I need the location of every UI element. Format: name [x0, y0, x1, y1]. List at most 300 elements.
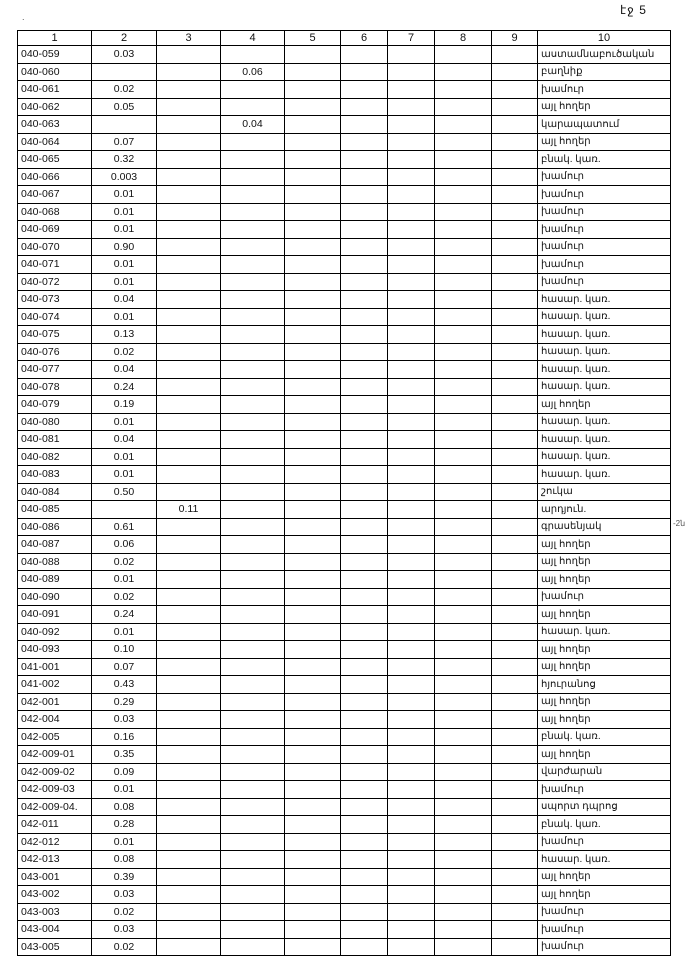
empty-cell — [341, 133, 388, 151]
parcel-code-cell: 042-011 — [18, 816, 92, 834]
empty-cell — [435, 413, 492, 431]
empty-cell — [341, 151, 388, 169]
empty-cell — [388, 378, 435, 396]
area-col2-cell: 0.03 — [92, 921, 157, 939]
area-col3-cell — [157, 553, 221, 571]
area-col4-cell — [221, 536, 285, 554]
empty-cell — [341, 238, 388, 256]
empty-cell — [341, 588, 388, 606]
area-col4-cell — [221, 676, 285, 694]
empty-cell — [341, 378, 388, 396]
parcel-code-cell: 040-067 — [18, 186, 92, 204]
area-col2-cell: 0.01 — [92, 571, 157, 589]
empty-cell — [341, 168, 388, 186]
area-col2-cell: 0.01 — [92, 203, 157, 221]
empty-cell — [341, 938, 388, 956]
empty-cell — [492, 483, 538, 501]
empty-cell — [341, 431, 388, 449]
empty-cell — [388, 501, 435, 519]
empty-cell — [285, 46, 341, 64]
area-col3-cell: 0.11 — [157, 501, 221, 519]
table-row — [18, 151, 671, 169]
table-row — [18, 851, 671, 869]
table-row — [18, 343, 671, 361]
parcel-code-cell: 040-085 — [18, 501, 92, 519]
empty-cell — [341, 291, 388, 309]
area-col2-cell: 0.04 — [92, 291, 157, 309]
parcel-code-cell: 040-077 — [18, 361, 92, 379]
area-col3-cell — [157, 746, 221, 764]
area-col2-cell — [92, 501, 157, 519]
area-col2-cell: 0.03 — [92, 711, 157, 729]
area-col2-cell: 0.02 — [92, 553, 157, 571]
empty-cell — [285, 448, 341, 466]
area-col3-cell — [157, 343, 221, 361]
area-col4-cell — [221, 746, 285, 764]
area-col4-cell — [221, 588, 285, 606]
empty-cell — [388, 518, 435, 536]
parcel-code-cell: 040-060 — [18, 63, 92, 81]
empty-cell — [285, 833, 341, 851]
land-use-cell: հասար. կառ. — [538, 291, 671, 309]
empty-cell — [285, 711, 341, 729]
table-row — [18, 868, 671, 886]
empty-cell — [435, 273, 492, 291]
parcel-code-cell: 043-002 — [18, 886, 92, 904]
area-col3-cell — [157, 151, 221, 169]
area-col3-cell — [157, 466, 221, 484]
empty-cell — [492, 851, 538, 869]
empty-cell — [285, 868, 341, 886]
empty-cell — [388, 553, 435, 571]
empty-cell — [285, 431, 341, 449]
area-col4-cell: 0.04 — [221, 116, 285, 134]
empty-cell — [388, 291, 435, 309]
col-header-4: 4 — [221, 31, 285, 46]
empty-cell — [492, 886, 538, 904]
area-col2-cell: 0.02 — [92, 938, 157, 956]
empty-cell — [435, 693, 492, 711]
land-use-cell: այլ հողեր — [538, 606, 671, 624]
area-col2-cell: 0.24 — [92, 378, 157, 396]
area-col3-cell — [157, 203, 221, 221]
empty-cell — [285, 886, 341, 904]
area-col3-cell — [157, 886, 221, 904]
empty-cell — [435, 833, 492, 851]
area-col4-cell — [221, 728, 285, 746]
empty-cell — [492, 133, 538, 151]
empty-cell — [388, 326, 435, 344]
empty-cell — [388, 273, 435, 291]
area-col2-cell: 0.43 — [92, 676, 157, 694]
table-row — [18, 763, 671, 781]
empty-cell — [435, 256, 492, 274]
area-col2-cell: 0.03 — [92, 886, 157, 904]
land-use-cell: հյուրանոց — [538, 676, 671, 694]
land-use-cell: այլ հողեր — [538, 868, 671, 886]
area-col2-cell: 0.01 — [92, 448, 157, 466]
area-col4-cell — [221, 693, 285, 711]
parcel-code-cell: 040-061 — [18, 81, 92, 99]
empty-cell — [285, 396, 341, 414]
empty-cell — [341, 518, 388, 536]
table-row — [18, 413, 671, 431]
empty-cell — [341, 623, 388, 641]
area-col2-cell: 0.29 — [92, 693, 157, 711]
empty-cell — [285, 256, 341, 274]
empty-cell — [285, 186, 341, 204]
empty-cell — [285, 693, 341, 711]
empty-cell — [492, 833, 538, 851]
empty-cell — [341, 886, 388, 904]
empty-cell — [435, 886, 492, 904]
land-use-cell: հասար. կառ. — [538, 326, 671, 344]
parcel-code-cell: 040-093 — [18, 641, 92, 659]
empty-cell — [435, 133, 492, 151]
table-row — [18, 116, 671, 134]
empty-cell — [341, 448, 388, 466]
table-row — [18, 378, 671, 396]
area-col4-cell — [221, 781, 285, 799]
area-col4-cell — [221, 851, 285, 869]
area-col3-cell — [157, 798, 221, 816]
area-col3-cell — [157, 833, 221, 851]
parcel-code-cell: 040-065 — [18, 151, 92, 169]
area-col2-cell — [92, 116, 157, 134]
empty-cell — [492, 326, 538, 344]
empty-cell — [285, 903, 341, 921]
land-use-cell: բնակ. կառ. — [538, 151, 671, 169]
empty-cell — [492, 711, 538, 729]
area-col4-cell — [221, 448, 285, 466]
empty-cell — [388, 343, 435, 361]
empty-cell — [388, 396, 435, 414]
empty-cell — [492, 921, 538, 939]
empty-cell — [492, 571, 538, 589]
area-col4-cell — [221, 98, 285, 116]
empty-cell — [285, 571, 341, 589]
empty-cell — [435, 378, 492, 396]
empty-cell — [341, 361, 388, 379]
area-col4-cell — [221, 343, 285, 361]
area-col2-cell: 0.39 — [92, 868, 157, 886]
empty-cell — [285, 781, 341, 799]
empty-cell — [492, 588, 538, 606]
empty-cell — [285, 308, 341, 326]
area-col3-cell — [157, 868, 221, 886]
empty-cell — [341, 711, 388, 729]
table-row — [18, 361, 671, 379]
empty-cell — [435, 728, 492, 746]
area-col4-cell — [221, 623, 285, 641]
empty-cell — [435, 291, 492, 309]
area-col3-cell — [157, 238, 221, 256]
empty-cell — [388, 98, 435, 116]
area-col4-cell — [221, 571, 285, 589]
area-col4-cell — [221, 483, 285, 501]
empty-cell — [285, 536, 341, 554]
table-row — [18, 781, 671, 799]
land-use-cell: հասար. կառ. — [538, 623, 671, 641]
empty-cell — [341, 396, 388, 414]
area-col4-cell — [221, 168, 285, 186]
empty-cell — [492, 151, 538, 169]
land-use-cell: աստամնաբուծական — [538, 46, 671, 64]
area-col2-cell: 0.35 — [92, 746, 157, 764]
area-col2-cell: 0.08 — [92, 851, 157, 869]
parcel-code-cell: 040-081 — [18, 431, 92, 449]
empty-cell — [388, 921, 435, 939]
table-row — [18, 396, 671, 414]
table-row — [18, 518, 671, 536]
land-use-cell: հասար. կառ. — [538, 361, 671, 379]
table-row — [18, 658, 671, 676]
empty-cell — [341, 186, 388, 204]
area-col3-cell — [157, 483, 221, 501]
area-col4-cell — [221, 81, 285, 99]
empty-cell — [285, 203, 341, 221]
area-col3-cell — [157, 396, 221, 414]
parcel-code-cell: 042-013 — [18, 851, 92, 869]
empty-cell — [435, 658, 492, 676]
table-row — [18, 623, 671, 641]
empty-cell — [285, 116, 341, 134]
parcel-code-cell: 040-090 — [18, 588, 92, 606]
empty-cell — [388, 151, 435, 169]
empty-cell — [388, 588, 435, 606]
empty-cell — [492, 693, 538, 711]
area-col2-cell: 0.32 — [92, 151, 157, 169]
empty-cell — [341, 816, 388, 834]
empty-cell — [492, 431, 538, 449]
empty-cell — [492, 186, 538, 204]
area-col4-cell — [221, 798, 285, 816]
empty-cell — [435, 501, 492, 519]
area-col4-cell: 0.06 — [221, 63, 285, 81]
empty-cell — [388, 238, 435, 256]
empty-cell — [492, 256, 538, 274]
empty-cell — [285, 763, 341, 781]
area-col4-cell — [221, 658, 285, 676]
empty-cell — [435, 711, 492, 729]
area-col4-cell — [221, 378, 285, 396]
area-col3-cell — [157, 81, 221, 99]
empty-cell — [435, 483, 492, 501]
table-row — [18, 553, 671, 571]
table-row — [18, 711, 671, 729]
table-row — [18, 938, 671, 956]
parcel-code-cell: 040-069 — [18, 221, 92, 239]
empty-cell — [388, 536, 435, 554]
area-col4-cell — [221, 326, 285, 344]
empty-cell — [492, 238, 538, 256]
empty-cell — [341, 273, 388, 291]
area-col4-cell — [221, 221, 285, 239]
empty-cell — [388, 728, 435, 746]
area-col3-cell — [157, 326, 221, 344]
area-col4-cell — [221, 816, 285, 834]
col-header-2: 2 — [92, 31, 157, 46]
stray-mark: . — [22, 12, 25, 22]
land-use-cell: հասար. կառ. — [538, 343, 671, 361]
empty-cell — [492, 536, 538, 554]
empty-cell — [435, 518, 492, 536]
area-col3-cell — [157, 308, 221, 326]
empty-cell — [435, 81, 492, 99]
land-use-cell: խամուր — [538, 203, 671, 221]
header-row — [18, 31, 671, 46]
empty-cell — [285, 483, 341, 501]
empty-cell — [388, 448, 435, 466]
empty-cell — [492, 168, 538, 186]
empty-cell — [435, 746, 492, 764]
area-col2-cell: 0.01 — [92, 256, 157, 274]
empty-cell — [435, 466, 492, 484]
empty-cell — [435, 326, 492, 344]
table-row — [18, 63, 671, 81]
empty-cell — [492, 203, 538, 221]
empty-cell — [285, 98, 341, 116]
empty-cell — [435, 431, 492, 449]
parcel-code-cell: 040-063 — [18, 116, 92, 134]
land-use-cell: այլ հողեր — [538, 98, 671, 116]
land-use-cell: խամուր — [538, 588, 671, 606]
empty-cell — [435, 221, 492, 239]
area-col3-cell — [157, 518, 221, 536]
empty-cell — [492, 816, 538, 834]
parcel-code-cell: 042-009-04. — [18, 798, 92, 816]
land-use-cell: հասար. կառ. — [538, 466, 671, 484]
empty-cell — [435, 46, 492, 64]
empty-cell — [492, 343, 538, 361]
empty-cell — [492, 658, 538, 676]
parcel-code-cell: 042-009-01 — [18, 746, 92, 764]
area-col4-cell — [221, 938, 285, 956]
empty-cell — [285, 326, 341, 344]
parcel-code-cell: 040-084 — [18, 483, 92, 501]
area-col2-cell: 0.07 — [92, 133, 157, 151]
empty-cell — [285, 553, 341, 571]
empty-cell — [388, 798, 435, 816]
area-col3-cell — [157, 728, 221, 746]
area-col4-cell — [221, 868, 285, 886]
empty-cell — [435, 606, 492, 624]
empty-cell — [435, 851, 492, 869]
area-col2-cell: 0.90 — [92, 238, 157, 256]
empty-cell — [285, 816, 341, 834]
parcel-code-cell: 040-062 — [18, 98, 92, 116]
parcel-code-cell: 043-005 — [18, 938, 92, 956]
empty-cell — [492, 396, 538, 414]
empty-cell — [435, 238, 492, 256]
area-col3-cell — [157, 571, 221, 589]
land-use-cell: հասար. կառ. — [538, 851, 671, 869]
land-use-cell: խամուր — [538, 168, 671, 186]
land-use-cell: հասար. կառ. — [538, 378, 671, 396]
empty-cell — [341, 921, 388, 939]
land-use-cell: խամուր — [538, 781, 671, 799]
empty-cell — [435, 186, 492, 204]
area-col2-cell: 0.61 — [92, 518, 157, 536]
parcel-code-cell: 040-074 — [18, 308, 92, 326]
area-col4-cell — [221, 501, 285, 519]
empty-cell — [388, 641, 435, 659]
empty-cell — [492, 291, 538, 309]
parcel-code-cell: 040-073 — [18, 291, 92, 309]
table-row — [18, 588, 671, 606]
land-use-cell: խամուր — [538, 938, 671, 956]
land-use-cell: այլ հողեր — [538, 711, 671, 729]
empty-cell — [285, 501, 341, 519]
empty-cell — [492, 676, 538, 694]
area-col4-cell — [221, 186, 285, 204]
empty-cell — [341, 746, 388, 764]
parcel-code-cell: 042-005 — [18, 728, 92, 746]
empty-cell — [435, 676, 492, 694]
land-use-cell: արդյուն. — [538, 501, 671, 519]
land-use-cell: բաղնիք — [538, 63, 671, 81]
area-col3-cell — [157, 763, 221, 781]
empty-cell — [285, 658, 341, 676]
empty-cell — [285, 221, 341, 239]
table-row — [18, 466, 671, 484]
parcel-code-cell: 040-079 — [18, 396, 92, 414]
area-col3-cell — [157, 133, 221, 151]
land-use-cell: խամուր — [538, 273, 671, 291]
empty-cell — [388, 816, 435, 834]
table-row — [18, 571, 671, 589]
empty-cell — [492, 641, 538, 659]
area-col2-cell: 0.01 — [92, 273, 157, 291]
empty-cell — [435, 168, 492, 186]
area-col2-cell: 0.10 — [92, 641, 157, 659]
area-col3-cell — [157, 816, 221, 834]
empty-cell — [435, 798, 492, 816]
area-col3-cell — [157, 588, 221, 606]
empty-cell — [492, 116, 538, 134]
area-col3-cell — [157, 658, 221, 676]
col-header-8: 8 — [435, 31, 492, 46]
empty-cell — [341, 343, 388, 361]
table-row — [18, 501, 671, 519]
land-use-cell: հասար. կառ. — [538, 308, 671, 326]
empty-cell — [388, 868, 435, 886]
empty-cell — [285, 938, 341, 956]
empty-cell — [341, 203, 388, 221]
empty-cell — [435, 921, 492, 939]
empty-cell — [492, 501, 538, 519]
area-col2-cell: 0.28 — [92, 816, 157, 834]
table-row — [18, 308, 671, 326]
empty-cell — [285, 518, 341, 536]
empty-cell — [388, 746, 435, 764]
empty-cell — [492, 938, 538, 956]
land-use-cell: այլ հողեր — [538, 693, 671, 711]
empty-cell — [492, 728, 538, 746]
area-col3-cell — [157, 168, 221, 186]
area-col3-cell — [157, 98, 221, 116]
area-col3-cell — [157, 693, 221, 711]
empty-cell — [341, 763, 388, 781]
land-use-cell: այլ հողեր — [538, 886, 671, 904]
empty-cell — [341, 781, 388, 799]
empty-cell — [388, 431, 435, 449]
empty-cell — [388, 63, 435, 81]
empty-cell — [492, 448, 538, 466]
empty-cell — [492, 361, 538, 379]
table-row — [18, 746, 671, 764]
empty-cell — [341, 693, 388, 711]
